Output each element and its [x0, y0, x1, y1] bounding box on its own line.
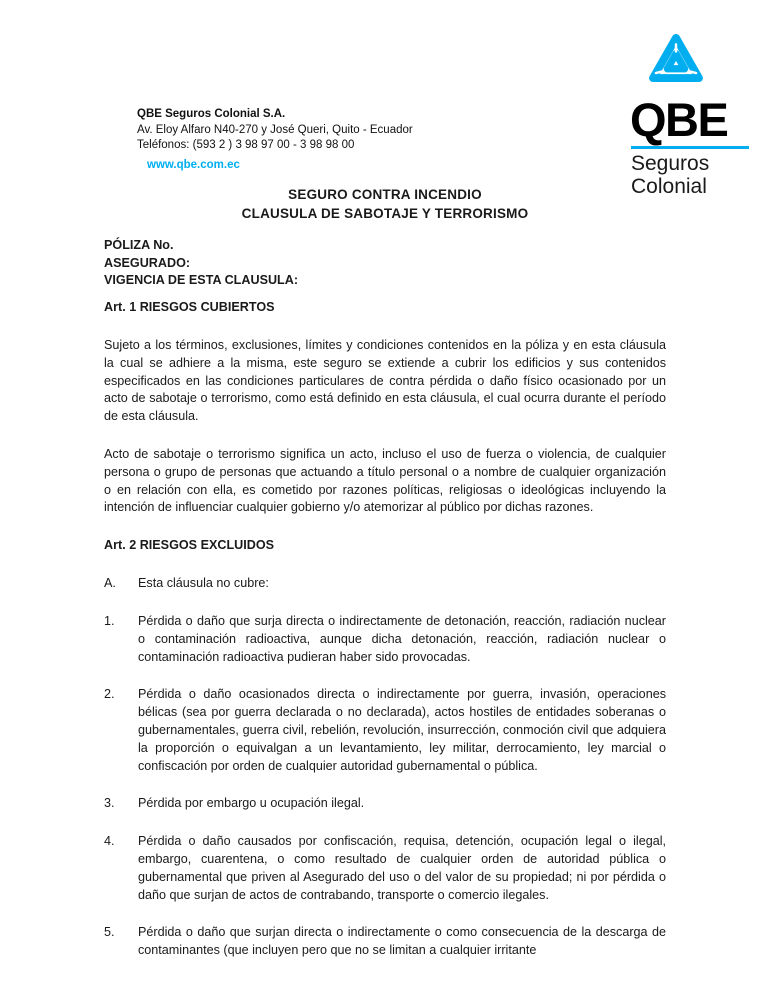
article-2-section-a-marker: A.	[104, 576, 116, 591]
article-1-heading: Art. 1 RIESGOS CUBIERTOS	[104, 300, 275, 314]
article-2-section-a-text: Esta cláusula no cubre:	[138, 576, 269, 591]
exclusion-marker: 4.	[104, 834, 115, 849]
company-name: QBE Seguros Colonial S.A.	[137, 108, 286, 120]
logo-wordmark: QBE	[630, 93, 728, 146]
exclusion-item-5	[104, 924, 666, 960]
article-2-section-a	[104, 575, 666, 593]
exclusion-item-2	[104, 686, 666, 775]
article-1-paragraph-1: Sujeto a los términos, exclusiones, límites y condiciones contenidos en la póliza y en esta cláusula la cual se adhiere a la misma, este seguro se extiende a cubrir los edificios y sus contenidos especificados en las condiciones particulares de contra pérdida o daño físico ocasionado por un acto de sabotaje o terrorismo, como está definido en esta cláusula, el cual ocurra durante el período de esta cláusula.	[104, 338, 666, 424]
logo-subtitle-line-2: Colonial	[631, 174, 707, 198]
exclusion-marker: 2.	[104, 687, 115, 702]
document-body	[104, 299, 666, 980]
exclusion-item-4	[104, 833, 666, 904]
insured-label: ASEGURADO:	[104, 255, 191, 270]
exclusion-text: Pérdida o daño que surja directa o indirectamente de detonación, reacción, radiación nuclear o contaminación radioactiva, aunque dicha detonación, reacción, radiación nuclear o contaminación radioactiva pudieran haber sido provocadas.	[138, 613, 666, 664]
logo-divider-rule	[631, 146, 749, 149]
exclusion-marker: 5.	[104, 925, 115, 940]
article-2-heading: Art. 2 RIESGOS EXCLUIDOS	[104, 538, 275, 553]
logo-subtitle-line-1: Seguros	[631, 151, 710, 175]
document-title	[104, 185, 666, 223]
policy-fields	[104, 237, 298, 290]
exclusion-item-1	[104, 613, 666, 666]
exclusion-marker: 1.	[104, 613, 115, 628]
company-address: Av. Eloy Alfaro N40-270 y José Queri, Quito - Ecuador	[137, 123, 413, 136]
policy-number-label: PÓLIZA No.	[104, 238, 174, 252]
exclusion-text: Pérdida o daño ocasionados directa o indirectamente por guerra, invasión, operaciones bélicas (sea por guerra declarada o no declarada), actos hostiles de entidades soberanas o gubernamentales, guerra civil, rebelión, revolución, insurrección, conmoción civil que adquiera la proporción o equivalgan a un levantamiento, ley militar, derrocamiento, ley marcial o confiscación por orden de cualquier autoridad gubernamental o pública.	[138, 687, 666, 773]
document-title-line-1: SEGURO CONTRA INCENDIO	[288, 187, 482, 202]
article-1-paragraph-2: Acto de sabotaje o terrorismo significa un acto, incluso el uso de fuerza o violencia, de cualquier persona o grupo de personas que actuando a título personal o a nombre de cualquier organización o en relación con ella, es cometido por razones políticas, religiosas o ideológicas incluyendo la intención de influenciar cualquier gobierno y/o atemorizar al público por dichas razones.	[104, 446, 666, 515]
qbe-triskelion-mark	[640, 30, 712, 96]
qbe-logo	[622, 30, 768, 198]
exclusion-marker: 3.	[104, 796, 115, 811]
company-website-link[interactable]: www.qbe.com.ec	[147, 158, 240, 171]
document-title-line-2: CLAUSULA DE SABOTAJE Y TERRORISMO	[241, 206, 529, 221]
company-header	[137, 107, 413, 173]
exclusion-text: Pérdida o daño causados por confiscación, requisa, detención, ocupación legal o ilegal, embargo, cuarentena, o como resultado de cualquier orden de autoridad pública o gubernamental que priven al Asegurado del uso o del valor de su propiedad; ni por pérdida o daño que surjan de actos de contrabando, transporte o comercio ilegales.	[138, 834, 666, 902]
exclusion-item-3	[104, 795, 666, 813]
exclusion-text: Pérdida o daño que surjan directa o indirectamente o como consecuencia de la descarga de contaminantes (que incluyen pero que no se limitan a cualquier irritante	[138, 925, 666, 958]
exclusion-text: Pérdida por embargo u ocupación ilegal.	[138, 796, 365, 811]
company-phones: Teléfonos: (593 2 ) 3 98 97 00 - 3 98 98 00	[137, 139, 355, 152]
validity-label: VIGENCIA DE ESTA CLAUSULA:	[104, 273, 299, 287]
